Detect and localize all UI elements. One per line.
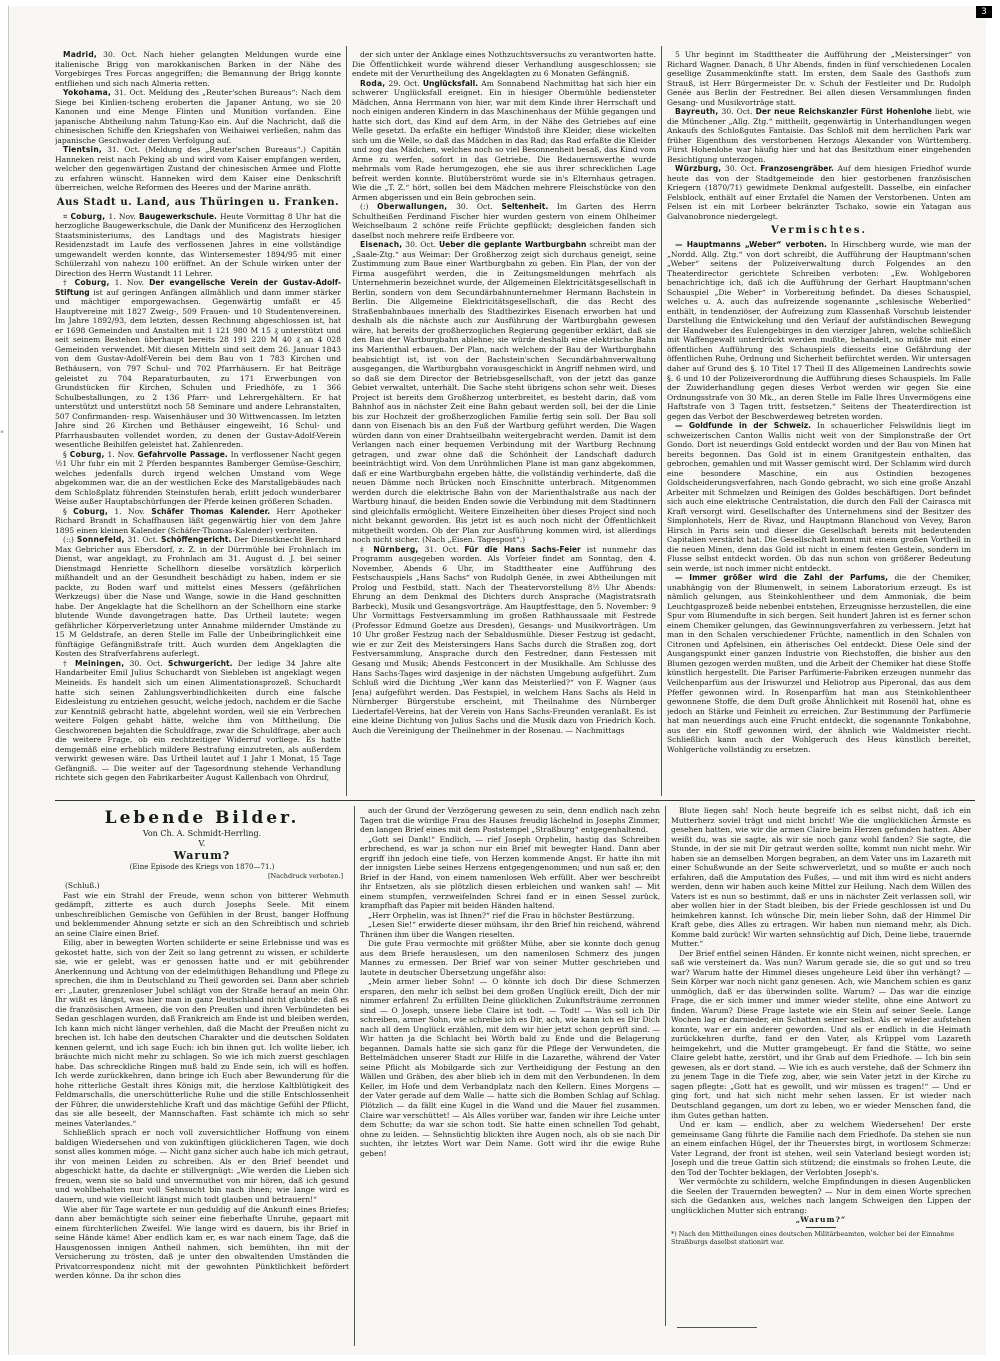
news-item: [55, 145, 341, 193]
serial-paragraph: auch der Grund der Verzögerung gewesen zu sein, denn endlich nach zehn Tagen trat die würdige Frau des Hauses freudig lächelnd in Josephs Zimmer, den langen Brief eines mit dem Poststempel „Straßburg“ entgegenhaltend.: [360, 806, 660, 835]
item-date: 30. Oct.: [721, 164, 761, 174]
news-item: [352, 79, 656, 203]
column-rule: [346, 46, 347, 796]
item-mark: †: [63, 658, 70, 668]
serial-paragraph: Wie aber für Tage wartete er nun geduldig auf die Ankunft eines Briefes; dann aber bemächtigte sich seiner eine fieberhafte Unruhe, gepaart mit einem fürchterlichen Zweifel. Wie lange wird es dauern, bis ihr Brief in seine Hände käme! Aber endlich kam er, es war nach einem Tage, daß die Hausgenossen innigen Antheil nahmen, sich bemühten, ihn mit der Versicherung zu trösten, daß je unter den obwaltenden Umständen die Privatcorrespondenz nicht mit der gewohnten Pünktlichkeit befördert werden könne. Da ihr schon dies: [55, 1204, 349, 1281]
item-text: der sich unter der Anklage eines Nothzuchtsversuchs zu verantworten hatte. Die Öffentlichkeit wurde während dieser Verhandlung ausgeschlossen; sie endete mit der Verurtheilung des Angeklagten zu 6 Monaten Gefängniß.: [352, 50, 656, 79]
item-text: Der Dienstknecht Bernhard Max Gebricher aus Ebersdorf, z. Z. in der Dürrmühle bei Frohnlach im Dienst, war angeklagt, zu Frohnlach am 31. August d. J. bei seiner Dienstmagd Henriette Schellhorn dieselbe vorsätzlich körperlich mißhandelt und an der Gesundheit beschädigt zu haben, indem er sie packte, zu Boden warf und mittelst eines Messers (gefährlichen Werkzeugs) über die Nase und Wange, sowie in die Hand geschnitten habe. Der Angeklagte hat die Schellhorn an der Schellhorn eine starke blutende Wunde davongetragen hatte. Das Urtheil lautete: wegen gefährlicher Körperverletzung unter Annahme mildernder Umstände zu 15 M Geldstrafe, an deren Stelle im Falle der Unbeibringlichkeit eine fünftägige Gefängnißstrafe tritt. Auch wurden dem Angeklagten die Kosten des Strafverfahrens auferlegt.: [55, 535, 341, 659]
item-mark: §: [63, 449, 67, 459]
serial-subtitle: (Eine Episode des Kriegs von 1870—71.): [129, 863, 275, 871]
serial-paragraph: Der Brief entfiel seinen Händen. Er konnte nicht weinen, nicht sprechen, er saß wie versteinert da. Was nun? Warum gerade sie, die so gut und so treu war? Warum hatte der Himmel dieses ungeheure Leid über ihn verhängt? — Sein Körper war noch nicht ganz genesen. Ach, wie Manchem schien es ganz unmöglich, daß er das überwinden sollte. Warum? — Das war die einzige Frage, die er sich immer und immer wieder stellte, ohne eine Antwort zu finden. Warum? Diese Frage lastete wie ein Stein auf seiner Seele. Lange Wochen lag er darnieder, ein Schatten seiner selbst. Als er wieder aufstehen konnte, war er ein anderer geworden. Und als er endlich in die Heimath zurückkehren durfte, fand er den Vater, als Krüppel vom Lazareth heimgekehrt, und die Mutter gramgebeugt. Er fand die Stätte, wo seine Claire gelebt hatte, zerstört, und ihr Grab auf dem Friedhofe. — Ich bin sein gewesen, als er dort stand. — Wie ich es auch verstehe, daß der Schmerz ihn zu jenem Tage in die Tiefe zog, aber, wie sein Vater jetzt in der Kirche zu sagen pflegte: „Gott hat es gewollt, und wir müssen es tragen!“ — Und er ging fort, und hat sich nicht mehr sehen lassen. Er ist wieder nach Deutschland gegangen, um dort zu leben, wo er wieder Menschen fand, die ihm Gutes gethan hatten.: [671, 948, 971, 1120]
regional-news: [352, 50, 656, 735]
item-headline: Gefahrvolle Passage.: [137, 449, 228, 459]
serial-paragraph: Eilig, aber in bewegten Worten schilderte er seine Erlebnisse und was es gekostet hatte, sich von der Zeit so lang getrennt zu wissen, er schilderte sie, wie er gelebt, was er genossen hatte und er mit gebührender Anerkennung und Achtung von der edelmüthigen Behandlung und Pflege zu sprechen, die ihm in Deutschland zu Theil geworden sei. Dann aber schrieb er: „Lauter, grenzenloser Jubel schlägt von der Straße herauf an mein Ohr. Ihr wißt es längst, was hier man in ganz Deutschland nicht glaubte: daß es die französischen Armeen, die von den Preußen und ihren Verbündeten bei Sedan geschlagen wurden, daß Frankreich am Ende ist und bleiben werden, Ich kann mich nicht länger verhehlen, daß die Macht der Preußen nicht zu brechen ist. Ich habe den deutschen Charakter und die deutschen Soldaten kennen gelernt, und ich sage Euch: ich bin ihnen gut. Ich wollte lieber, ich bräuchte mich nicht mehr zu schlagen. So wie ich mich zuerst geschlagen habe. Das schreckliche Ringen muß bald zu Ende sein, ich will es hoffen. Ich werde zurückkehren, dann bringe ich Euch aber Bewunderung für die hohe ritterliche Gestalt ihres Königs mit, die herzlose Kaltblütigkeit des Feldmarschalls, die unerschütterliche Ruhe und die stille Entschlossenheit der Führer, die unwiderstehliche Kraft und das mächtige Gefühl der Pflicht, das sie alle beseelt, der Mannschaften. Fast schämte ich mich so sehr meines Vaterlandes.“: [55, 938, 349, 1128]
miscellany: [667, 240, 971, 754]
dateline: Coburg,: [69, 449, 105, 459]
item-date: 31. Oct.: [418, 544, 465, 554]
footnote: *) Nach den Mittheilungen eines deutschen Militärbeamten, welcher bei der Einnahme Straßburgs daselbst stationirt war.: [671, 1229, 955, 1246]
local-news-heading: Aus Stadt u. Land, aus Thüringen u. Franken.: [56, 196, 340, 208]
item-headline: Schäfer Thomas Kalender.: [151, 506, 271, 516]
dateline: Würzburg,: [675, 164, 722, 174]
column-rule: [661, 46, 662, 796]
item-text: ist auf geringen Anfängen allmählich und dann immer stärker und mächtiger emporgewachsen. Gegenwärtig umfaßt er 45 Hauptvereine mit 1827 Zweig-, 509 Frauen- und 10 Studentenvereinen. Im Jahre 1892/93, dem letzten, dessen Rechnung abgeschlossen ist, hat er 1698 Gemeinden und Anstalten mit 1 121 980 M 15 ₰ unterstützt und seit seinem Bestehen überhaupt bereits 28 191 220 M 40 ₰ an 4 028 Gemeinden verwendet. Mit diesen Mitteln sind seit dem 26. Januar 1843 von dem Gustav-Adolf-Verein bei dem Bau von 1 783 Kirchen und Bethäusern, von 797 Schul- und 702 Pfarrhäusern. Er hat Beiträge geleistet zu 704 Reparaturbauten, zu 171 Erwerbungen von Grundstücken für Kirchen, Schulen und Friedhöfe, zu 1 366 Schulbestallungen, zu 2 136 Pfarr- und Lehrergehältern. Er hat unterstützt und unterstützt noch 58 Seminare und andere Lehranstalten, 507 Confirmanden- resp. Waisenhäuser und 30 Wittwencassen. Im letzten Jahre sind 26 Kirchen und Bethäuser eingeweiht, 16 Schul- und Pfarrhausbauten vollendet worden, zu denen der Gustav-Adolf-Verein wesentliche Beihilfen geleistet hat. Zahlenreden.: [55, 287, 341, 450]
serial-title: Lebende Bilder.: [104, 808, 300, 828]
item-text: Der ledige 34 Jahre alte Handarbeiter Emil Julius Schuchardt von Siebleben ist angeklagt wegen Meineids. Es handelt sich um einen Alimentationsprozeß. Schuchardt hatte sich seinen Zahlungsverbindlichkeiten durch eine falsche Eidesleistung zu entziehen gesucht, welche jedoch, nachdem er die Sache zur Kenntniß gebracht hatte, abgelehnt worden, weil sie ein Verbrechen weitere Folgen gehabt hätte, welche ihm von Mittheilung. Die Geschworenen bejahten die Schuldfrage, zwar die Schuldfrage, aber auch die weitere Frage, ob ein rechtzeitiger Widerruf vorliege. Es hatte demgemäß eine erheblich mildere Bestrafung einzutreten, als außerdem verwirkt gewesen wäre. Das Urtheil lautet auf 1 Jahr 1 Monat, 15 Tage Gefängniß. — Die weiter auf der Tagesordnung stehende Verhandlung richtete sich gegen den Fabrikarbeiter August Kallenbach von Ohrdruf,: [55, 658, 341, 783]
item-date: 1. Nov.: [109, 278, 150, 288]
item-headline: Baugewerkschule.: [139, 211, 217, 221]
news-item: [667, 50, 971, 107]
newspaper-page: [8, 6, 986, 1355]
item-headline: Der neue Reichskanzler Fürst Hohenlohe: [755, 107, 932, 117]
serial-paragraph: „Lesen Sie!“ erwiderte dieser mühsam, ihr den Brief hin reichend, während Thränen ihm über die Wangen rieselten.: [360, 920, 660, 939]
item-headline: — Immer größer wird die Zahl der Parfums,: [675, 573, 889, 583]
serial-author: Von Ch. A. Schmidt-Herrling.: [142, 829, 262, 838]
item-text: Heute Vormittag 8 Uhr hat die herzogliche Baugewerkschule, die Dank der Munificenz des Herzoglichen Staatsministeriums, des Landtags und des Magistrats hiesiger Residenzstadt im Laufe des verflossenen Jahres in eine vollständige umgewandelt werden konnte, das Wintersemester 1894/95 mit einer Schülerzahl von nahezu 100 eröffnet. An der Schule wirken unter der Direction des Herrn Wustandt 11 Lehrer.: [55, 211, 341, 278]
dateline: Madrid,: [63, 50, 97, 59]
item-text: 31. Oct. Meldung des „Reuter'schen Bureaus“: Nach dem Siege bei Kinlien-tscheng eroberten die Japaner Antung, wo sie 20 Kanonen und eine Menge Flinten und Munition vorfanden. Eine japanische Abtheilung nahm Tatung-Kao ein. Auf die Nachricht, daß die chinesischen Schiffe den Kriegshafen von Weihaiwei verließen, nahm das japanische Geschwader deren Verfolgung auf.: [55, 88, 341, 145]
top-column-3: [667, 50, 971, 798]
news-item: [55, 450, 341, 507]
serial-text: [671, 806, 971, 1215]
serial-column-2: [360, 806, 660, 1346]
item-text: Auf dem hiesigen Friedhof wurde heute das von der Stadtgemeinde den hier gestorbenen französischen Kriegern (1870/71) gewidmete Denkmal aufgestellt. Dasselbe, ein einfacher Felsblock, enthält auf einer Erztafel die Namen der Verstorbenen. Unten am Felsen ist ein mit Lorbeer bekränzter Tschako, sowie ein Yatagan aus Galvanobronce niedergelegt.: [667, 164, 971, 221]
item-text: Herr Apotheker Richard Brandt in Schaffhausen läßt gegenwärtig hier von dem Jahre 1895 einen kleinen Kalender (Schäfer-Thomas-Kalender) verbreiten.: [55, 506, 341, 535]
dateline: Nürnberg,: [373, 544, 419, 554]
item-headline: Seltenheit.: [501, 202, 549, 212]
item-date: 30. Oct.: [402, 240, 440, 250]
news-item: [55, 278, 341, 449]
serial-final-word: „Warum?“: [795, 1215, 847, 1225]
dateline: Coburg,: [74, 278, 110, 288]
item-headline: — Hauptmanns „Weber“ verboten.: [675, 240, 827, 250]
news-item: [55, 535, 341, 659]
top-column-1: [55, 50, 341, 798]
serial-part: V.: [198, 839, 206, 848]
dateline: Roda,: [360, 78, 386, 88]
serial-paragraph: Und er kam — endlich, aber zu welchem Wiedersehen! Der erste gemeinsame Gang führte die Familie nach dem Friedhofe. Da stehen sie nun an einem einfachen Hügel, der ihr Theuerstes birgt, in wortlosem Schmerze: Vater Legrand, der front ist stehen, weil sein Vaterland besiegt worden ist; Joseph und die treue Gattin sich stützend; die einstmals so frohen Leute, die den Tod der Tochter beklagen, der Verlobten Joseph's.: [671, 1120, 971, 1177]
item-headline: Für die Hans Sachs-Feier: [464, 544, 581, 554]
separator: [806, 1227, 836, 1228]
news-item: [667, 240, 971, 421]
item-headline: Ueber die geplante Wartburgbahn: [439, 240, 587, 250]
foreign-news: [55, 50, 341, 193]
item-text: In verflossener Nacht gegen ½1 Uhr fuhr ein mit 2 Pferden bespanntes Bamberger Gemüse-Geschirr, welches jedenfalls durch irgend welchen Umstand vom Wege abgekommen war, die an der westlichen Ecke des Marstallgebäudes nach dem Schloßplatz führenden Steinstufen herab, erlitt jedoch wunderbarer Weise außer Hauptabschürfungen der Pferde keinen größeren Schaden.: [55, 449, 341, 507]
news-item: [55, 507, 341, 536]
item-text: Im Garten des Herrn Schultheißen Ferdinand Fischer hier wurden gestern von einem Ohlheimer Weichselbaum 2 schöne reife Früchte gepflückt; desgleichen fanden sich daselbst noch mehrere reife Erdbeere vor.: [352, 202, 656, 240]
item-text: die der Chemiker, unabhängig von der Blumenwelt, in seinem Laboratorium erzeugt. Es ist nämlich gelungen, aus Steinkohlentheer und dem Ammoniak, die beim Leuchtgasprozeß beide nebenbei entstehen, Erzeugnisse herzustellen, die eine Spur vom Blumendufte in sich bergen. Seit hundert Jahren ist es ferner schon einem Chemiker gelungen, das Gewinnungsverfahren zu verbessern. Jetzt hat man in den Schalen verschiedener Früchte, namentlich in den Schalen von Citronen und Apfelsinen, ein ätherisches Oel entdeckt. Diese Oele sind der Ausgangspunkt einer ganzen Industrie von Riechstoffen, die bisher aus den Blumen gezogen werden mußten, und die Arbeit der Chemiker hat diese Stoffe künstlich hergestellt. Die Pariser Parfümerie-Fabriken erzeugen nunmehr das Veilchenparfüm aus der Iriswurzel und Heliotrop aus Piperonal, das aus dem Pfeffer gewonnen wird. In Rosenparfüm hat man aus Steinkohlentheer gewonnene Stoffe, die dem Duft große Ähnlichkeit mit Rosenöl hat, ohne es jedoch an Stärke und Feinheit zu erreichen. Zur Bestimmung der Parfümerie hat man neuerdings auch eine Frucht entdeckt, die sogenannte Tonkabohne, aus der ein Stoff gewonnen wird, der ähnlich wie Waldmeister riecht. Schließlich kann auch der Wohlgeruch des Heus künstlich bereitet, Wohlgerüche vollständig zu ersetzen.: [667, 573, 971, 754]
item-date: 30. Oct.: [718, 107, 756, 117]
item-headline: — Goldfunde in der Schweiz.: [675, 421, 811, 431]
item-text: In Hirschberg wurde, wie man der „Nordd. Allg. Ztg.“ von dort schreibt, die Aufführung der Hauptmann'schen „Weber“ seitens der Polizeiverwaltung durch Folgendes an den Theaterdirector gerichtete Schreiben verboten: „Ew. Wohlgeboren benachrichtige ich, daß ich die Aufführung der Gerhart Hauptmann'schen Schauspiel „Die Weber“ in Vorbereitung befindet. Da dieses Schauspiel, welches u. A. auch das aufreizende sogenannte „schlesische Weberlied“ enthält, in tendenziöser, der Aufreizung zum Klassenhaß Vorschub leistender Darstellung die Entwickelung und den Verlauf der aufständischen Bewegung der Handweber des Eulengebirges in den vierziger Jahren, welche schließlich mit Waffengewalt unterdrückt werden mußte, behandelt, so müßte mit einer öffentlichen Aufführung des Schauspiels diesseits eine Gefährdung der öffentlichen Ruhe, Ordnung und Sicherheit befürchtet werden. Wir untersagen daher auf Grund des §. 10 Titel 17 Theil II des Allgemeinen Landrechts sowie §. 6 und 10 der Polizeiverordnung die Aufführung dieses Schauspiels. Im Falle der Zuwiderhandlung gegen dieses Verbot werden wir gegen Sie eine Ordnungsstrafe von 30 Mk., an deren Stelle im Falle Ihres Unvermögens eine Haftstrafe von 3 Tagen tritt, festsetzen.“ Seitens der Theaterdirection ist gegen das Verbot der Beschwerdeweg betreten worden.: [667, 240, 971, 421]
dateline: Oberwallungen,: [377, 202, 448, 212]
serial-column-3: [671, 806, 971, 1346]
serial-paragraph: Blute liegen sah! Noch heute begreife ich es selbst nicht, daß ich ein Mutterherz soviel trägt und nicht bricht! Wie die unglücklichen Ärmste es gesehen hatten, wie wir die armen Claire beim Herzen gefunden hatten. Aber weißt du, was sie sagte, als wir sie noch ganz wohl fanden? Sie sagte, die Stunde, in der sie mit Dir getraut werden sollte, kommt nun nicht mehr. Wir haben sie an demselben Morgen begraben, an dem Vater uns im Lazareth mit einer Schußwunde an der Seite schwerverletzt, und so mußte er auch noch erfahren, daß die Amputation des Fußes, — und mit ihm wird es nicht anders werden, denn wir haben auch keine Mittel zur Heilung. Nach dem Willen des Vaters ist es nun so bestimmt, daß er uns in nächster Zeit verlassen soll, wir aber wollen hier in der Stadt bleiben, bis der Friede geschlossen ist und Du heimkehren kannst. Ich wünsche Dir, mein lieber Sohn, daß der Himmel Dir Kraft gebe, dies Alles zu ertragen. Wir haben nun niemand mehr, als Dich. Komme bald zurück! Wir warten sehnsüchtig auf Dich, Deine liebe, trauernde Mutter.“: [671, 806, 971, 949]
item-mark: ⌗: [63, 211, 68, 221]
serial-paragraph: „Gott sei Dank!“ Endlich, — rief Joseph Orphelin, hastig das Schreiben erbrechend, es war ja schon nur ein Brief mit bewegter Hand. Dann aber ergriff ihn jedoch eine tiefe, von Herzen kommende Angst. Er hatte ihn mit der innigsten Liebe seines Herzens entgegengenommen; und nun saß er, den Brief in der Hand, von einem namenlosen Weh erfüllt. Aber wer beschreibt ihr Entsetzen, als sie plötzlich diesen erbleichen und wanken sah! — Mit einem stumpfen, verzweifelnden Schrei fand er in einen Sessel zurück, krampfhaft das Papier mit beiden Händen haltend.: [360, 834, 660, 911]
item-text: liebt, wie die Münchener „Allg. Ztg.“ mittheilt, gegenwärtig in Unterhandlungen wegen Ankaufs des Schloßgutes Fantaisie. Das Schloß mit dem herrlichen Park war früher Eigenthum des verstorbenen Herzogs Alexander von Württemberg. Fürst Hohenlohe war häufig hier und hat das Besitzthum einer eingehenden Besichtigung unterzogen.: [667, 107, 971, 164]
item-mark: (::): [63, 535, 74, 545]
serial-paragraph: „Herr Orphelin, was ist Ihnen?“ rief die Frau in höchster Bestürzung.: [368, 910, 635, 920]
item-date: 1. Nov.: [108, 506, 152, 516]
dateline: Coburg,: [70, 211, 106, 221]
serial-paragraph: Wer vermöchte zu schildern, welche Empfindungen in diesen Augenblicken die Seelen der Trauernden bewegten? — Nur in dem einen Worte sprechen sich die Gedanken aus, welches nach langem Schweigen den Lippen der unglücklichen Mutter sich entrang:: [671, 1177, 971, 1215]
reprint-notice: [Nachdruck verboten.]: [268, 872, 343, 880]
dateline: Bayreuth,: [675, 107, 719, 117]
serial-text: [360, 806, 660, 1158]
dateline: Tientsin,: [63, 145, 102, 155]
item-text: ist nunmehr das Programm ausgegeben worden. Als Vorfeier findet am Sonntag, den 4. November, Abends 6 Uhr, im Stadttheater eine Aufführung des Festschauspiels „Hans Sachs“ von Rudolph Genée, in zwei Abtheilungen mit Prolog und Festbild, statt. Nach der Theatervorstellung 8½ Uhr Abends: Ehrung an dem Denkmal des Dichters durch Ansprache (Magistratsrath Barbeck), Musik und Gesangsvorträge. Am Hauptfesttage, den 5. November: 9 Uhr Vormittags Festversammlung im großen Rathhaussaale mit Festrede (Professor Edmund Goetze aus Dresden), Gesangs- und Musikvorträgen. Um 10 Uhr großer Festzug nach der Sebaldusmühle. Dieser Festzug ist gedacht, wie er zur Zeit des Meistersingers Hans Sachs durch die Straßen zog, dort Festversammlung, Ansprache durch den Festredner, dann Festessen mit Gesang und Musik; Abends Festconcert in der Musikhalle. Am Schlusse des Hans Sachs-Tages wird dasjenige in der nächsten Umgebung aufgeführt. Zum Schluß wird die Dichtung „Wer kann das Meisterlied?“ von F. Wagner (aus Jena) aufgeführt werden. Das Festspiel, in welchem Hans Sachs als Held in Nürnberger Bürgerstube erscheint, mit Theilnahme des Nürnberger Liedertafel-Vereins, hat der Verein von Hans Sachs-Freunden veranlaßt. Es ist eine kleine Dichtung von Julius Sachs und die Musik dazu von Friedrich Koch. Auch die Vereinigung der Theilnehmer in der Rosenau. — Nachmittags: [352, 544, 656, 735]
page-number: 3: [976, 6, 992, 18]
item-date: 29. Oct.: [385, 78, 423, 88]
item-text: schreibt man der „Saale-Ztg.“ aus Weimar: Der Großherzog zeigt sich durchaus geneigt, seine Zustimmung zum Baue einer Wartburgbahn zu geben. Ein Plan, der von der Firma ausgeführt werden, die in Zeitungsmeldungen mehrfach als Unternehmerin bezeichnet wurde, der Allgemeinen Elektricitätsgesellschaft in Berlin, sondern von dem Secundärbahnunternehmer Hermann Bachstein in Berlin. Die Allgemeine Elektricitätsgesellschaft, die das Recht des Straßenbahnbaues innerhalb des Stadtbezirkes Eisenach erworben hat und deshalb als die nächste auch zur Ausführung der Wartburgbahn gewesen wäre, hat bereits der großherzoglichen Regierung gegenüber erklärt, daß sie den Bau der Wartburgbahn ablehne; sie würde deshalb eine elektrische Bahn ins Marienthal erbauen. Der Plan, nach welchem der Bau der Wartburgbahn beabsichtigt ist, ist von der Bachstein'schen Secundärbahnverwaltung ausgegangen, die Wartburgbahn vorausgeschickt in Angriff nehmen wird, und so daß sie dem Director der Betriebsgesellschaft, von der jetzt das ganze Gebiet verwaltet, unterhält. Die Sache steht übrigens schon sehr weit. Dieses Project ist bereits dem Großherzog unterbreitet, es besteht darin, daß vom Bahnhof aus in nächster Zeit eine Bahn gebaut werden soll, bei der die Linie bis zur Hochzeit der großherzoglichen Familie fertig sein soll. Der Bau soll dann von Eisenach bis an den Fuß der Wartburg geführt werden. Die Wagen würden dann von einer Drahtseilbahn weitergebracht werden. Damit ist dem Verlangen nach einer bequemen Verbindung mit der Wartburg Rechnung getragen, und zwar ohne daß die Schönheit der Landschaft dadurch beeinträchtigt wird. Von dem Unrühmlichen Plane ist man ganz abgekommen, daß er eine Wartburgbahn ergeben hätte, die vollständig verhinderte, daß die neuen Dämme noch Brücken noch Einschnitte unterbrach. Mitgenommen werden durch die elektrische Bahn von der Marienthalstraße aus nach der Wartburg hinauf, die beiden Enden sowie die Verbindung mit dem Stadtinnern sind gleichfalls ermöglicht. Weitere Einzelheiten über dieses Project sind noch nicht bekannt geworden. Bis jetzt ist es auch noch nicht der Öffentlichkeit mitgetheilt worden. Ob der Plan zur Ausführung kommen wird, ist allerdings noch nicht sicher. (Nach „Eisen. Tagespost“.): [352, 240, 656, 545]
item-date: 30. Oct.: [124, 658, 169, 668]
dateline: Sonnefeld,: [76, 535, 125, 545]
dateline: Coburg,: [73, 506, 109, 516]
item-mark: (:): [360, 202, 369, 212]
item-text: 30. Oct. Nach hieher gelangten Meldungen wurde eine italienische Brigg von marokkanischen Barken in der Nähe des Vorgebirges Tres Forcas angegriffen; die Bemannung der Brigg konnte entfliehen und sich nach Almeria retten.: [55, 50, 341, 88]
serial-chapter-title: Warum?: [173, 849, 231, 862]
serial-text: [55, 891, 349, 1281]
news-item: [55, 659, 341, 783]
serial-continuation: (Schluß.): [65, 881, 100, 890]
news-item: [667, 573, 971, 754]
news-item: [352, 240, 656, 545]
top-column-2: [352, 50, 656, 798]
item-mark: §: [63, 506, 67, 516]
news-item: [667, 164, 971, 221]
item-headline: Der evangelische Verein der Gustav-Adolf-Stiftung: [55, 278, 341, 297]
item-text: 31. Oct. (Meldung des „Reuter'schen Bureaus“.) Capitän Hanneken reist nach Peking ab und wird vom Kaiser empfangen werden, welcher den gegenwärtigen Zustand der chinesischen Armee und Flotte zu erfahren wünscht. Hanneken wird dem Kaiser eine Denkschrift überreichen, welche Reformen des Heeres und der Marine anräth.: [55, 145, 341, 193]
serial-paragraph: „Mein armer lieber Sohn! — O könnte ich doch Dir diese Schmerzen ersparen, den mehr ich selbst bei dem großen Unglück ereilt, Dich der mir nimmer erfahren! Zu erfüllten Deine glücklichen Zukunftsträume zerronnen sind — O Joseph, unsere liebe Claire ist todt. — Todt! — Was soll ich Dir schreiben, armer Sohn, wie schreibe ich es Dir, ach, wie kann ich es Dir Dich nach all dem Unglück erzählen, mit dem wir hier jetzt schon geprüft sind. — Wir hatten ja die Schlacht bei Wörth bald zu Ende und die Belagerung begannen. Damals hatte sie sich ganz für die Pflege der Verwundeten, die Bettelmädchen unserer Stadt zur Hilfe in die Lazarethe, während der Vater seine Pflicht als Mobilgarde sich zur Vertheidigung der Festung an den Wällen und Gräben, des aber blieb ich in dem mit den Verbundenen. In dem Keller, im Hofe und dem Verbandplatz nach den Kellern. Eines Morgens — der Vater gerade auf dem Walle — hatte sich die Bomben Schlag auf Schlag. Plötzlich — da fällt eine Kugel in die Wand und die Mauer fiel zusammen. Claire war verschüttet! — Als Alles vorüber war, fanden wir ihre Leiche unter dem Schutte; da war sie schon todt. Sie hatte einen schnellen Tod gehabt, ohne zu leiden. — Sehnsüchtig blickten ihre Augen noch, als ob sie nach Dir suchten, ihr letztes Wort war Dein Name. Gott wird ihr die ewige Ruhe geben!: [360, 977, 660, 1158]
serial-paragraph: Schließlich sprach er noch voll zuversichtlicher Hoffnung von einem baldigen Wiedersehen und von zukünftigen glücklicheren Tagen, wie doch sonst alles kommen möge. — Nicht ganz sicher auch habe ich mich getraut, ihr von meinen Leiden zu schreiben. Als er den Brief beendet und abgeschickt hatte, da dachte er stillvergnügt: „Wie werden die Lieben sich freuen, wenn sie so bald und unvermuthet von mir hören, daß ich gesund und wohlbehalten nur voll Sehnsucht bin nach ihnen; wie lange wird es dauern, und wie vielleicht längst mich todt glauben und betrauern!“: [55, 1128, 349, 1204]
item-headline: Franzosengräber.: [760, 164, 834, 174]
dateline: Yokohama,: [63, 88, 112, 98]
serial-paragraph: Fast wie ein Strahl der Freude, wenn schon von bitterer Wehmuth gedämpft, zitterte es auch durch Josephs Seele. Mit einem unbeschreiblichen Gemische von Gefühlen in der Brust, banger Hoffnung und beklemmender Ahnung setzte er sich an den Schreibtisch und schrieb an seine Claire einen Brief.: [55, 890, 349, 938]
item-mark: ‡: [360, 544, 368, 554]
item-text: In schauerlicher Felswildnis liegt im schweizerischen Canton Wallis nicht weit von der Simplonstraße der Ort Gondo. Dort ist neuerdings Gold entdeckt worden und der Bau von Minen hat bereits begonnen. Das Gold ist in einem Granitgestein enthalten, das gebrochen, gemahlen und mit Wasser gemischt wird. Der Schlamm wird durch eine besondere Maschine, ein aus Ostindien bezogenes Goldscheiderungsverfahren, nach Gondo gebracht, wo sich eine große Anzahl Arbeiter mit Schmelzen und Reinigen des Goldes beschäftigen. Dort befindet sich auch eine elektrische Centralstation, die durch den Fall der Cairasca mit Kraft versorgt wird. Gesellschafter des Unternehmens sind der Besitzer des Simplonhotels, Herr de Rivaz, und Hauptmann Blanchoud von Vevey, Baron Hirsch in Paris sein und dieser die Gesellschaft bereits mit bedeutenden Capitalien verstärkt hat. Die Gesellschaft kommt mit einem großen Vortheil in die neuen Minen, denn das Gold ist nicht in einem festen Gestein, sondern im Flusse selbst entdeckt worden. Ob das nun schon von größerer Bedeutung sein werde, ist noch immer nicht entdeckt.: [667, 421, 971, 573]
item-text: 5 Uhr beginnt im Stadttheater die Aufführung der „Meistersinger“ von Richard Wagner. Danach, 8 Uhr Abends, finden in fünf verschiedenen Localen gesellige Zusammenkünfte statt. Im ersten, dem Saale des Gasthofs zum Strauß, ist Herr Bürgermeister Dr. v. Schuh der Festleiter und Dr. Rudolph Genée aus Berlin der Festredner. Bei allen diesen Versammlungen finden Gesang- und Musikvorträge statt.: [667, 50, 971, 107]
news-item: [55, 50, 341, 88]
miscellany-heading: Vermischtes.: [771, 225, 867, 237]
item-date: 30. Oct.: [447, 202, 502, 212]
column-rule: [665, 806, 666, 1326]
news-item: [352, 50, 656, 79]
item-text: Am Sonnabend Nachmittag hat sich hier ein schwerer Unglücksfall ereignet. Ein in hiesiger Obermühle bediensteter Mädchen, Anna Herrmann von hier, war mit dem Kinde ihrer Herrschaft und noch einigen anderen Kindern in das Maschinenhaus der Mühle gegangen und hatte sich dort, das Kind auf dem Arm, in der Nähe des Getriebes auf eine Welle gesetzt. Da erfaßte ein heftiger Windstoß ihre Kleider, diese wickelten sich um die Welle, so daß das Mädchen in das Rad; das Rad erfaßte die Kleider und zog das Mädchen, welches noch so viel Besonnenheit besaß, das Kind vom Arme zu werfen, sofort in das Getriebe. Die Bedauernswerthe wurde mehrmals vom Rade herumgezogen, ehe sie aus ihrer schrecklichen Lage befreit werden konnte. Blutüberströmt wurde sie in's Elternhaus getragen. Wie die „T. Z.“ hört, sollen bei dem Mädchen mehrere Fleischstücke von den Armen abgerissen und ein Bein gebrochen sein.: [352, 78, 656, 202]
news-item: [352, 545, 656, 735]
item-headline: Schwurgericht.: [168, 658, 233, 668]
column-rule: [354, 806, 355, 1346]
news-item: [667, 107, 971, 164]
news-item: [55, 88, 341, 145]
dateline: Meiningen,: [74, 658, 125, 668]
item-headline: Schöffengericht.: [161, 535, 232, 545]
dateline: Eisenach,: [360, 240, 403, 250]
news-item: [352, 202, 656, 240]
feuilleton-rule: [55, 800, 975, 801]
item-date: 1. Nov.: [105, 211, 139, 221]
serial-paragraph: Die gute Frau vermochte mit größter Mühe, aber sie konnte doch genug aus dem Briefe herauslesen, um den namenlosen Schmerz des jungen Mannes zu ermessen. Der Brief war von seiner Mutter geschrieben und lautete in deutscher Übersetzung ungefähr also:: [360, 939, 660, 977]
item-headline: Unglücksfall.: [422, 78, 479, 88]
news-item: [55, 212, 341, 279]
item-date: 1. Nov.: [104, 449, 138, 459]
local-news: [55, 212, 341, 783]
item-date: 31. Oct.: [124, 535, 162, 545]
item-mark: †: [63, 278, 70, 288]
regional-news-continued: [667, 50, 971, 221]
margin-mark: ": [0, 430, 5, 440]
news-item: [667, 421, 971, 573]
serial-column-1: [55, 806, 349, 1346]
